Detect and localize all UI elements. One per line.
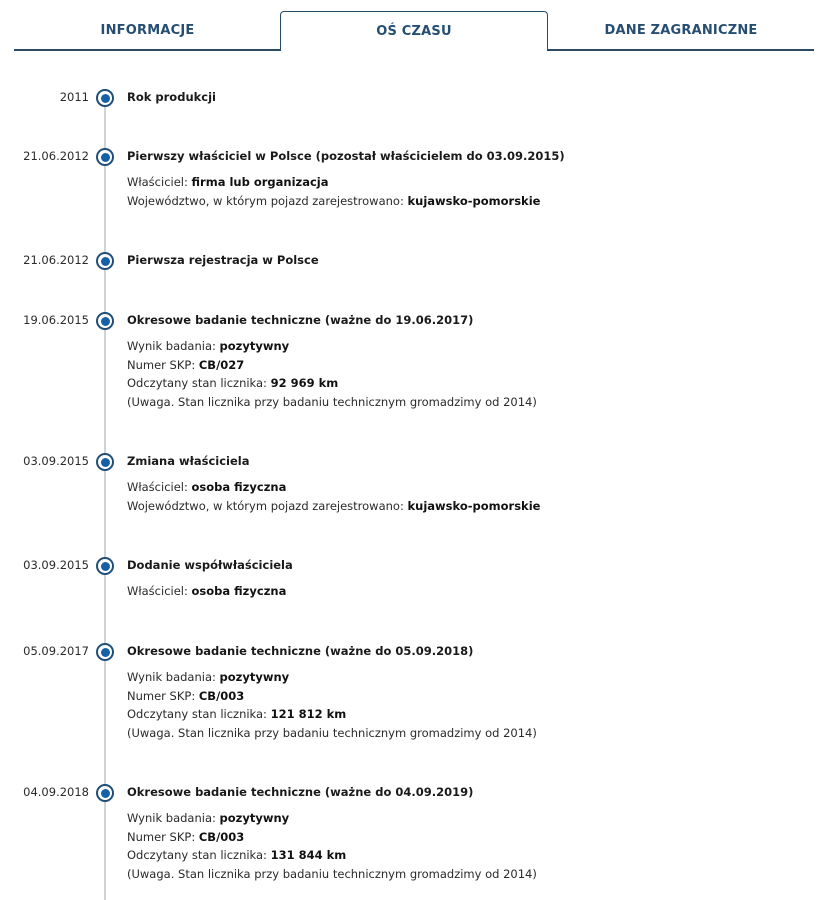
detail-line bbox=[127, 192, 540, 211]
detail-label: Województwo, w którym pojazd zarejestrowano: bbox=[127, 498, 408, 513]
detail-label: Wynik badania: bbox=[127, 339, 220, 353]
detail-line bbox=[127, 582, 286, 601]
event-title: Okresowe badanie techniczne (ważne do 04.09.2019) bbox=[127, 785, 474, 799]
detail-line bbox=[127, 687, 537, 706]
tab-dane-zagraniczne[interactable]: DANE ZAGRANICZNE bbox=[604, 22, 758, 38]
detail-line bbox=[127, 724, 537, 743]
event-date: 03.09.2015 bbox=[23, 558, 89, 572]
detail-line bbox=[127, 865, 537, 884]
detail-value: CB/003 bbox=[198, 829, 245, 844]
event-title: Dodanie współwłaściciela bbox=[127, 558, 293, 572]
event-details bbox=[127, 337, 537, 411]
detail-label: (Uwaga. Stan licznika przy badaniu technicznym gromadzimy od 2014) bbox=[127, 394, 537, 409]
detail-line bbox=[127, 356, 537, 375]
timeline-dot-icon bbox=[96, 557, 114, 575]
detail-line bbox=[127, 705, 537, 724]
event-date: 21.06.2012 bbox=[23, 149, 89, 163]
detail-label: (Uwaga. Stan licznika przy badaniu technicznym gromadzimy od 2014) bbox=[127, 866, 537, 881]
detail-value: kujawsko-pomorskie bbox=[407, 193, 541, 208]
detail-line bbox=[127, 846, 537, 865]
detail-label: Województwo, w którym pojazd zarejestrowano: bbox=[127, 193, 408, 208]
detail-line bbox=[127, 478, 540, 497]
detail-line bbox=[127, 497, 540, 516]
event-date: 19.06.2015 bbox=[23, 313, 89, 327]
detail-label: Numer SKP: bbox=[127, 357, 199, 372]
event-date: 05.09.2017 bbox=[23, 644, 89, 658]
event-title: Okresowe badanie techniczne (ważne do 19.06.2017) bbox=[127, 313, 474, 327]
detail-label: Odczytany stan licznika: bbox=[127, 848, 271, 862]
detail-label: (Uwaga. Stan licznika przy badaniu technicznym gromadzimy od 2014) bbox=[127, 725, 537, 740]
timeline-dot-icon bbox=[96, 252, 114, 270]
timeline-line bbox=[104, 100, 106, 900]
event-title: Pierwsza rejestracja w Polsce bbox=[127, 253, 319, 267]
detail-line bbox=[127, 173, 540, 192]
timeline-dot-icon bbox=[96, 148, 114, 166]
detail-label: Odczytany stan licznika: bbox=[127, 376, 271, 390]
detail-line bbox=[127, 668, 537, 687]
event-date: 21.06.2012 bbox=[23, 253, 89, 267]
detail-label: Odczytany stan licznika: bbox=[127, 707, 271, 721]
event-date: 2011 bbox=[59, 90, 89, 104]
timeline-dot-icon bbox=[96, 643, 114, 661]
event-title: Pierwszy właściciel w Polsce (pozostał właścicielem do 03.09.2015) bbox=[127, 149, 565, 163]
detail-label: Wynik badania: bbox=[127, 670, 220, 684]
event-details bbox=[127, 478, 540, 515]
event-title: Zmiana właściciela bbox=[127, 454, 250, 468]
tab-informacje[interactable]: INFORMACJE bbox=[100, 22, 195, 38]
detail-label: Właściciel: bbox=[127, 480, 192, 494]
detail-value: firma lub organizacja bbox=[191, 175, 329, 189]
event-details bbox=[127, 809, 537, 883]
detail-value: pozytywny bbox=[219, 811, 290, 825]
detail-value: osoba fizyczna bbox=[191, 584, 287, 598]
event-date: 03.09.2015 bbox=[23, 454, 89, 468]
detail-value: pozytywny bbox=[219, 670, 290, 684]
detail-line bbox=[127, 393, 537, 412]
detail-value: CB/027 bbox=[198, 357, 245, 372]
detail-line bbox=[127, 828, 537, 847]
detail-value: 131 844 km bbox=[270, 848, 347, 862]
detail-line bbox=[127, 809, 537, 828]
detail-value: pozytywny bbox=[219, 339, 290, 353]
event-date: 04.09.2018 bbox=[23, 785, 89, 799]
timeline-dot-icon bbox=[96, 453, 114, 471]
detail-line bbox=[127, 337, 537, 356]
detail-value: osoba fizyczna bbox=[191, 480, 287, 494]
detail-label: Właściciel: bbox=[127, 584, 192, 598]
detail-label: Numer SKP: bbox=[127, 688, 199, 703]
detail-label: Właściciel: bbox=[127, 175, 192, 189]
detail-value: 121 812 km bbox=[270, 707, 347, 721]
detail-line bbox=[127, 374, 537, 393]
detail-value: kujawsko-pomorskie bbox=[407, 498, 541, 513]
event-details bbox=[127, 582, 286, 601]
timeline-dot-icon bbox=[96, 784, 114, 802]
event-details bbox=[127, 173, 540, 210]
detail-label: Numer SKP: bbox=[127, 829, 199, 844]
detail-label: Wynik badania: bbox=[127, 811, 220, 825]
event-title: Rok produkcji bbox=[127, 90, 216, 104]
timeline-dot-icon bbox=[96, 312, 114, 330]
timeline-dot-icon bbox=[96, 89, 114, 107]
detail-value: 92 969 km bbox=[270, 376, 339, 390]
tab-os-czasu[interactable]: OŚ CZASU bbox=[280, 11, 548, 51]
detail-value: CB/003 bbox=[198, 688, 245, 703]
event-title: Okresowe badanie techniczne (ważne do 05.09.2018) bbox=[127, 644, 474, 658]
event-details bbox=[127, 668, 537, 742]
